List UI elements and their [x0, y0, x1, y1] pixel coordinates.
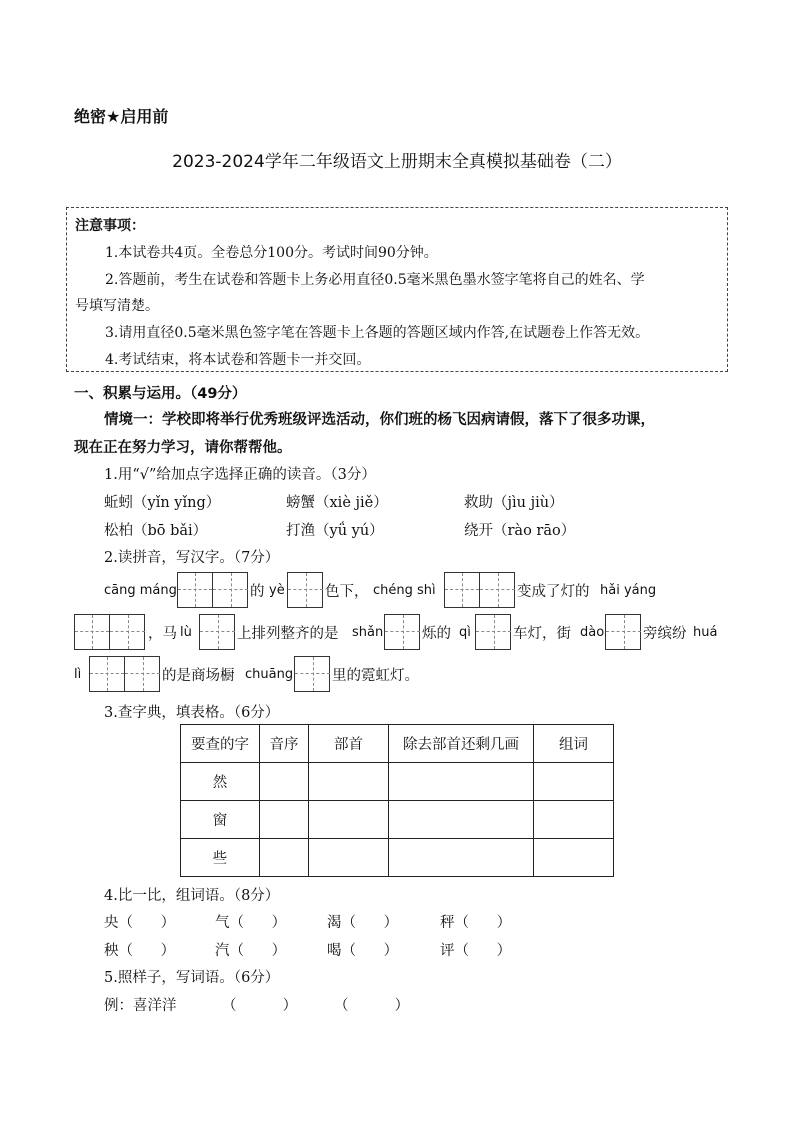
table-row [181, 839, 614, 877]
table-header: 要查的字 [181, 725, 260, 763]
notice-item-1: 1.本试卷共4页。全卷总分100分。考试时间90分钟。 [105, 245, 438, 261]
q4-item: 评（ ） [440, 943, 512, 959]
text: 烁的 [422, 626, 451, 642]
table-header: 部首 [309, 725, 389, 763]
table-cell-char: 窗 [181, 801, 260, 839]
table-row [181, 763, 614, 801]
notice-heading: 注意事项： [75, 218, 145, 234]
q4-item: 秧（ ） [104, 943, 176, 959]
char-writing-grid[interactable] [605, 614, 641, 650]
char-writing-grid[interactable] [287, 572, 323, 608]
char-writing-grid[interactable] [74, 614, 145, 650]
q4-title: 4.比一比，组词语。（8分） [104, 888, 280, 904]
pinyin: cāng máng [104, 583, 177, 598]
answer-cell[interactable] [309, 801, 389, 839]
notice-item-2-cont: 号填写清楚。 [75, 298, 159, 314]
q4-item: 秤（ ） [440, 915, 512, 931]
notice-item-2: 2.答题前，考生在试卷和答题卡上务必用直径0.5毫米黑色墨水签字笔将自己的姓名、学 [105, 272, 645, 288]
table-header: 组词 [534, 725, 614, 763]
char-writing-grid[interactable] [199, 614, 235, 650]
q4-item: 喝（ ） [327, 943, 399, 959]
char-writing-grid[interactable] [475, 614, 511, 650]
text: 色下， [325, 584, 369, 600]
section-1-title: 一、积累与运用。（49分） [74, 386, 247, 402]
table-cell-char: 些 [181, 839, 260, 877]
char-writing-grid[interactable] [89, 656, 160, 692]
answer-cell[interactable] [260, 839, 309, 877]
text: 车灯，街 [513, 626, 571, 642]
table-row [181, 801, 614, 839]
answer-cell[interactable] [309, 839, 389, 877]
text: 上排列整齐的是 [237, 626, 339, 642]
pinyin: lù [180, 625, 192, 640]
notice-box [66, 207, 728, 372]
pinyin: yè [269, 583, 285, 598]
notice-item-3: 3.请用直径0.5毫米黑色签字笔在答题卡上各题的答题区域内作答,在试题卷上作答无效。 [105, 325, 650, 341]
notice-item-4: 4.考试结束，将本试卷和答题卡一并交回。 [105, 352, 371, 368]
q1-item: 螃蟹（xiè jiě） [286, 495, 388, 511]
q5-blank: （ ） [334, 998, 410, 1014]
char-writing-grid[interactable] [177, 572, 248, 608]
table-cell-char: 然 [181, 763, 260, 801]
pinyin: lì [74, 667, 82, 682]
answer-cell[interactable] [534, 801, 614, 839]
answer-cell[interactable] [534, 839, 614, 877]
pinyin: huá [693, 625, 718, 640]
pinyin: qì [459, 625, 471, 640]
text: 的是商场橱 [162, 668, 235, 684]
q5-example: 例：喜洋洋 [104, 998, 177, 1014]
q5-blank: （ ） [222, 998, 298, 1014]
text: 的 [250, 584, 265, 600]
q1-item: 救助（jìu jiù） [464, 495, 564, 511]
scenario-line-2: 现在正在努力学习，请你帮帮他。 [74, 440, 292, 456]
scenario-line-1: 情境一：学校即将举行优秀班级评选活动，你们班的杨飞因病请假，落下了很多功课， [104, 412, 655, 428]
text: ，马 [148, 626, 177, 642]
char-writing-grid[interactable] [294, 656, 330, 692]
answer-cell[interactable] [389, 839, 534, 877]
q4-item: 渴（ ） [327, 915, 399, 931]
q1-title: 1.用“√”给加点字选择正确的读音。（3分） [104, 467, 376, 483]
q4-item: 气（ ） [215, 915, 287, 931]
char-writing-grid[interactable] [444, 572, 515, 608]
confidential-mark: 绝密★启用前 [74, 107, 169, 126]
q4-item: 央（ ） [104, 915, 176, 931]
answer-cell[interactable] [389, 763, 534, 801]
q2-title: 2.读拼音，写汉字。（7分） [104, 550, 280, 566]
text: 里的霓虹灯。 [332, 668, 419, 684]
q5-title: 5.照样子，写词语。（6分） [104, 970, 280, 986]
answer-cell[interactable] [309, 763, 389, 801]
table-header-row [181, 725, 614, 763]
text: 旁缤纷 [643, 626, 687, 642]
answer-cell[interactable] [260, 763, 309, 801]
answer-cell[interactable] [260, 801, 309, 839]
q1-item: 松柏（bō bǎi） [104, 523, 208, 539]
answer-cell[interactable] [534, 763, 614, 801]
pinyin: dào [580, 625, 605, 640]
pinyin: chéng shì [373, 583, 436, 598]
q1-item: 打渔（yǘ yú） [286, 523, 384, 539]
q3-title: 3.查字典，填表格。（6分） [104, 705, 280, 721]
dictionary-table [180, 724, 614, 877]
pinyin: shǎn [352, 625, 384, 640]
q1-item: 绕开（rào rāo） [464, 523, 576, 539]
q1-item: 蚯蚓（yǐn yǐng） [104, 495, 221, 511]
pinyin: chuāng [245, 667, 294, 682]
answer-cell[interactable] [389, 801, 534, 839]
exam-title: 2023-2024学年二年级语文上册期末全真模拟基础卷（二） [172, 152, 622, 172]
table-header: 音序 [260, 725, 309, 763]
pinyin: hǎi yáng [600, 583, 657, 598]
q4-item: 汽（ ） [215, 943, 287, 959]
table-header: 除去部首还剩几画 [389, 725, 534, 763]
char-writing-grid[interactable] [384, 614, 420, 650]
text: 变成了灯的 [517, 584, 590, 600]
